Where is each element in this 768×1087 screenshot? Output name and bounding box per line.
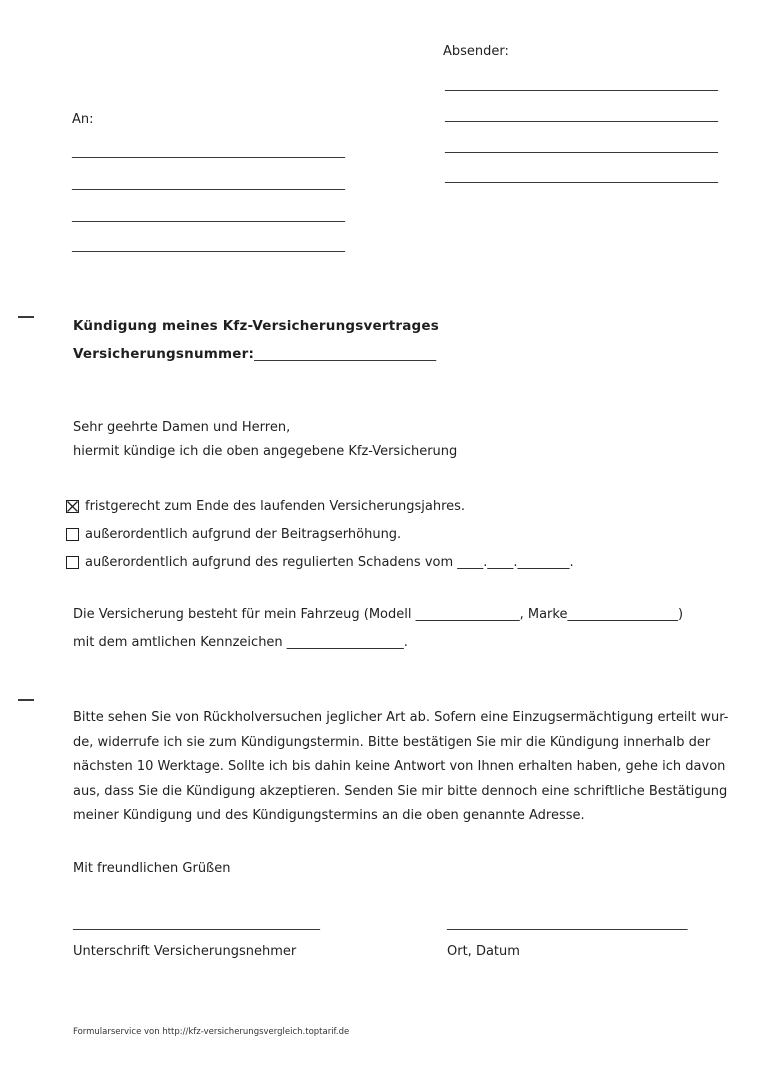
option-label: außerordentlich aufgrund der Beitragserhöhung. [85,526,402,542]
footer-service-note: Formularservice von http://kfz-versicherungsvergleich.toptarif.de [73,1027,350,1037]
recipient-blank-line: __________________________________________ [72,238,345,253]
policy-number-blank: ____________________________ [254,347,437,362]
options-block [66,492,574,576]
sender-blank-line: __________________________________________ [445,169,718,184]
checkbox-unchecked[interactable] [66,556,79,569]
salutation-line: Sehr geehrte Damen und Herren, [73,420,291,435]
vehicle-block [73,601,683,656]
checkbox-checked[interactable] [66,500,79,513]
salutation-block [73,416,457,464]
body-line: meiner Kündigung und des Kündigungstermins an die oben genannte Adresse. [73,808,585,823]
option-row-fristgerecht [66,492,574,520]
vehicle-line-2: mit dem amtlichen Kennzeichen __________________. [73,634,408,650]
closing-line: Mit freundlichen Grüßen [73,861,231,876]
recipient-label: An: [72,112,94,127]
subject-title: Kündigung meines Kfz-Versicherungsvertrages [73,318,439,334]
sender-label: Absender: [443,44,509,59]
signature-blank-line: ______________________________________ [73,916,320,931]
policy-number-row [73,346,436,362]
body-line: de, widerrufe ich sie zum Kündigungstermin. Bitte bestätigen Sie mir die Kündigung innerhalb der [73,734,711,750]
option-label: fristgerecht zum Ende des laufenden Versicherungsjahres. [85,498,466,514]
recipient-blank-line: __________________________________________ [72,144,345,159]
recipient-blank-line: __________________________________________ [72,176,345,191]
place-date-label: Ort, Datum [447,944,520,959]
vehicle-line-1: Die Versicherung besteht für mein Fahrzeug (Modell ________________, Marke_________________) [73,607,684,622]
x-mark-icon [67,501,78,512]
fold-mark-bottom [18,699,34,701]
signature-left-label: Unterschrift Versicherungsnehmer [73,944,297,959]
intro-line: hiermit kündige ich die oben angegebene Kfz-Versicherung [73,444,458,459]
policy-number-label: Versicherungsnummer: [73,346,255,362]
sender-blank-line: __________________________________________ [445,77,718,92]
checkbox-unchecked[interactable] [66,528,79,541]
recipient-blank-line: __________________________________________ [72,208,345,223]
option-row-schaden [66,548,574,576]
option-row-beitragserhoehung [66,520,574,548]
body-line: aus, dass Sie die Kündigung akzeptieren. Senden Sie mir bitte dennoch eine schriftliche Bestätigung [73,783,728,799]
fold-mark-top [18,316,34,318]
sender-blank-line: __________________________________________ [445,139,718,154]
sender-blank-line: __________________________________________ [445,108,718,123]
body-paragraph [73,706,728,829]
body-line: nächsten 10 Werktage. Sollte ich bis dahin keine Antwort von Ihnen erhalten haben, gehe ich davon [73,759,726,774]
date-blank-line: _____________________________________ [447,916,688,931]
body-line: Bitte sehen Sie von Rückholversuchen jeglicher Art ab. Sofern eine Einzugsermächtigung erteilt wur- [73,710,729,725]
option-label: außerordentlich aufgrund des regulierten Schadens vom ____.____.________. [85,554,574,570]
